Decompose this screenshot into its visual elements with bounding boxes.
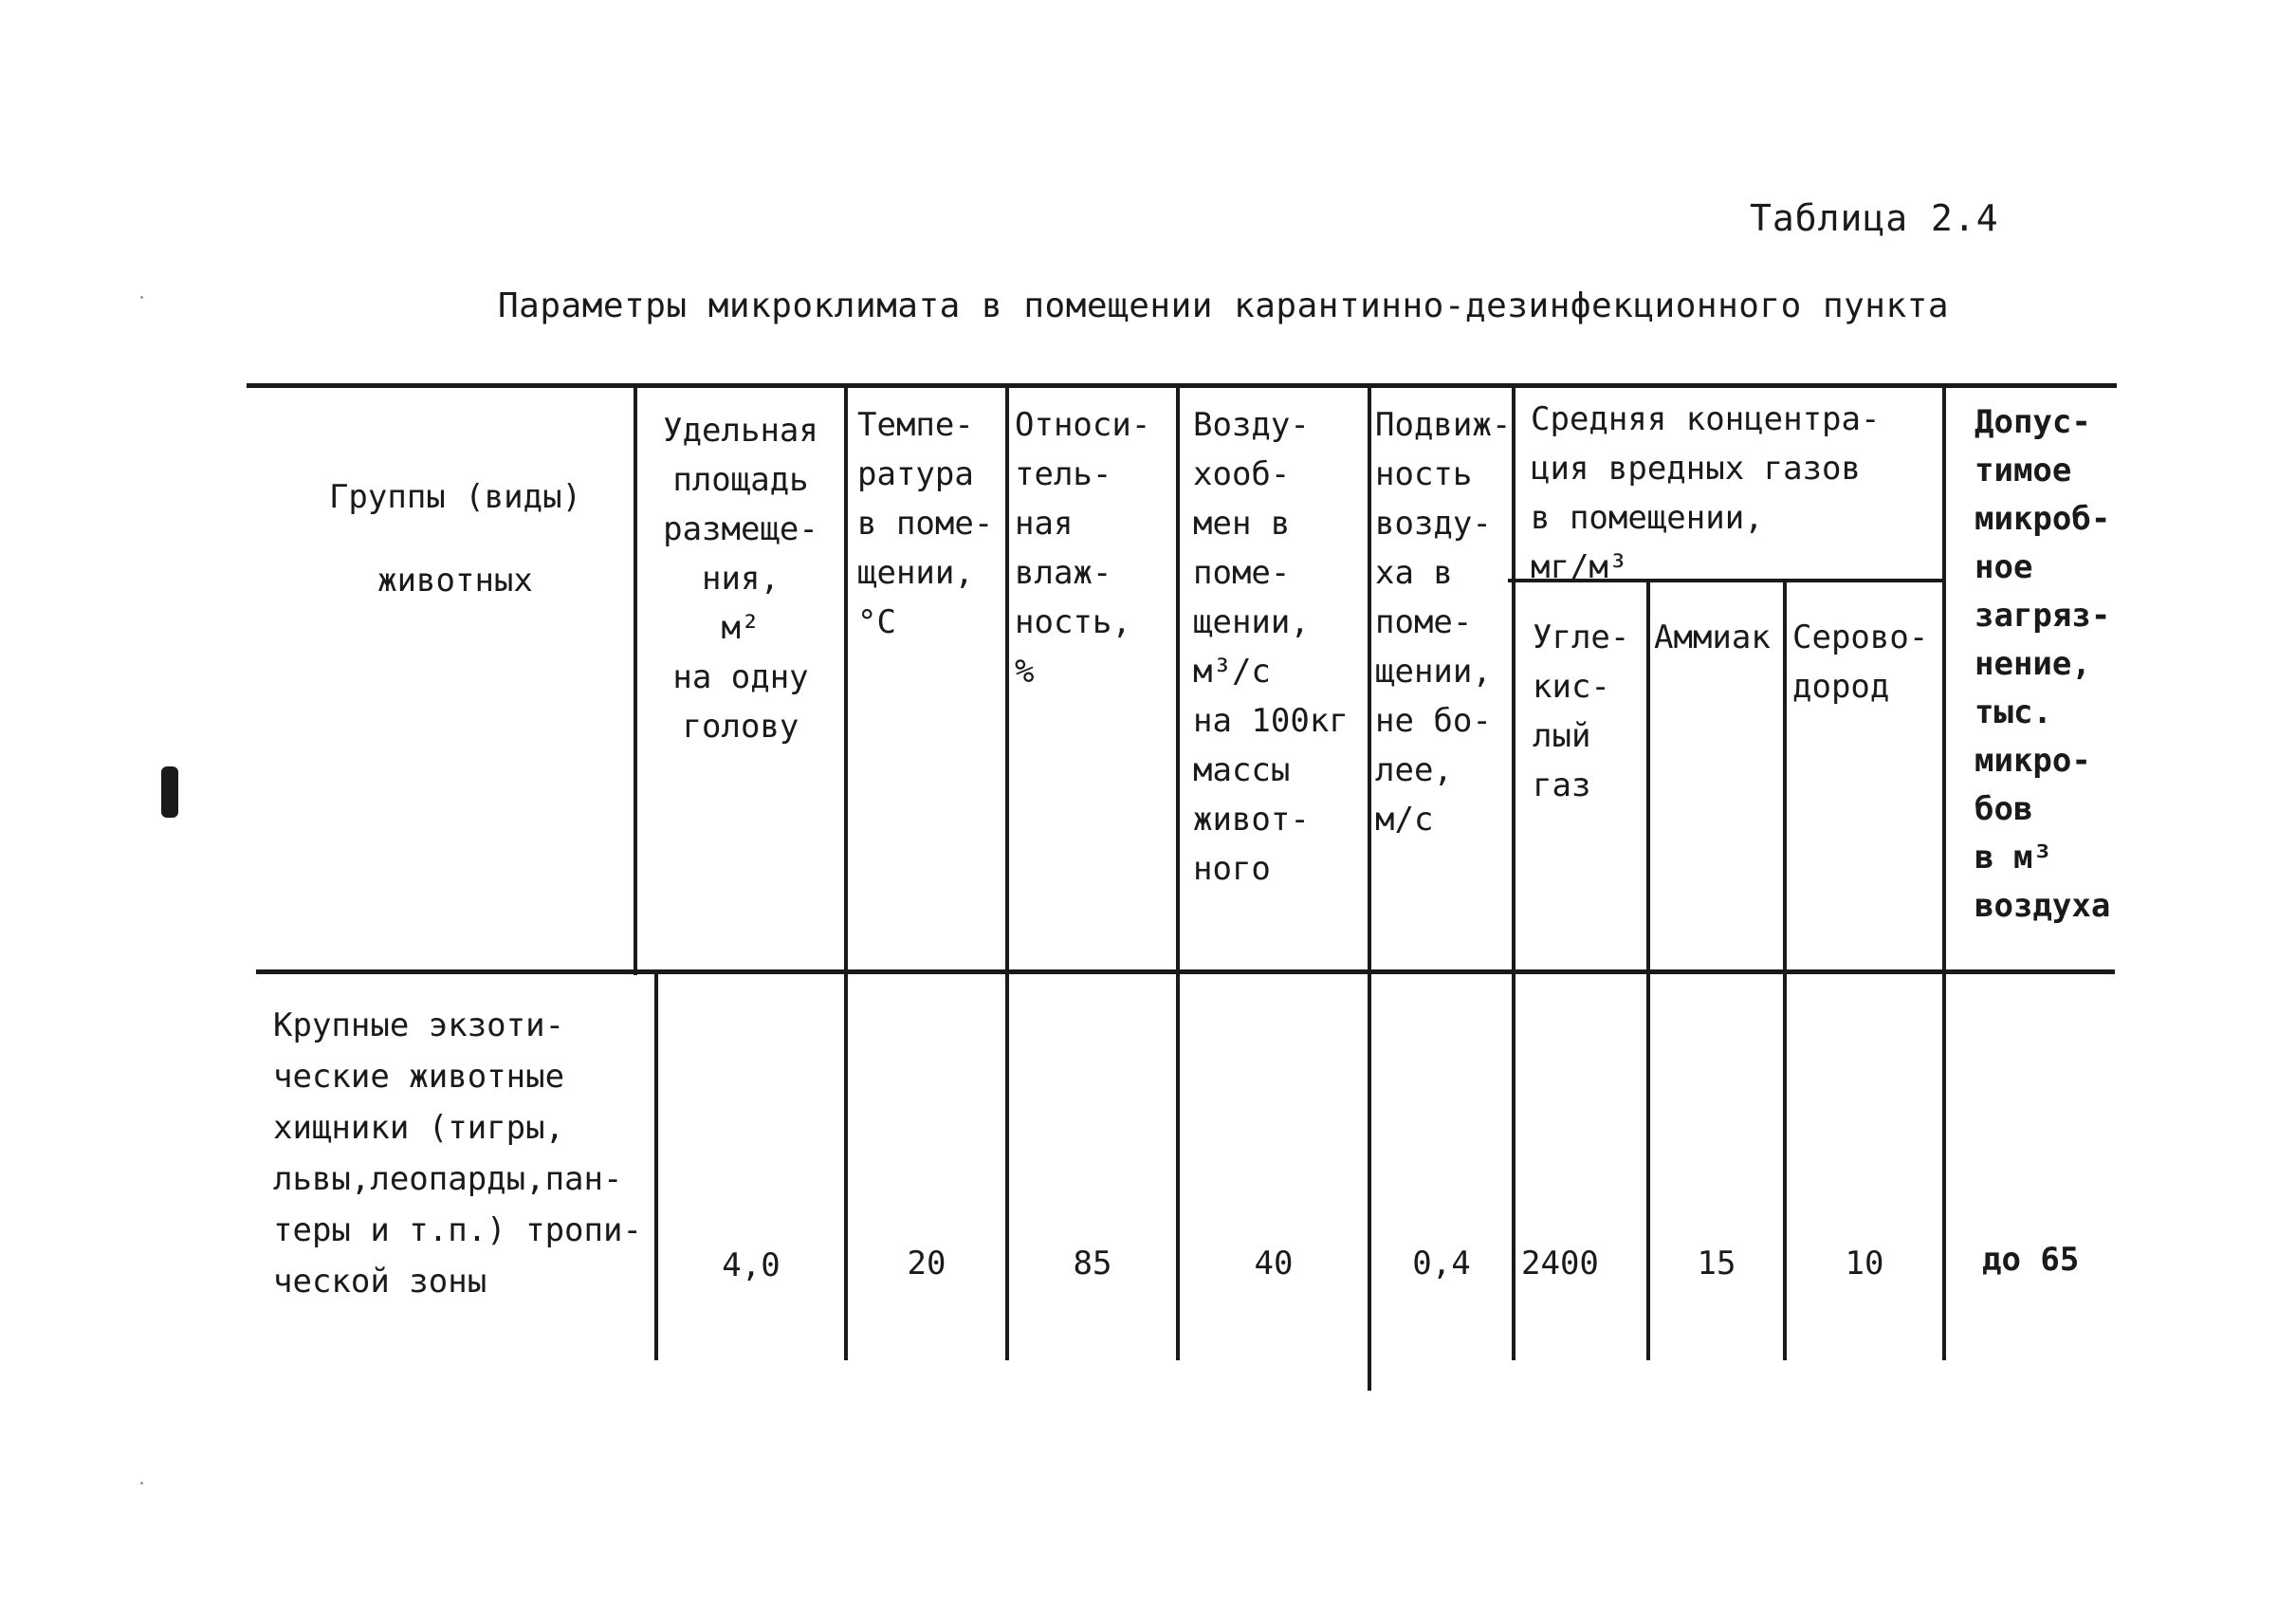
- header-co2: Угле- кис- лый газ: [1533, 618, 1630, 804]
- header-area: Удельная площадь размеще- ния, м² на одну голову: [663, 412, 818, 746]
- header-gas-concentration: Средняя концентра- ция вредных газов в помещении, мг/м³: [1531, 400, 1881, 586]
- header-group: Группы (виды) животных: [328, 478, 582, 600]
- row-microbes: до 65: [1982, 1241, 2080, 1279]
- row-group: Крупные экзоти- ческие животные хищники (тигры, львы,леопарды,пан- теры и т.п.) тропи- ческой зоны: [273, 1006, 642, 1301]
- table-top-rule: [247, 383, 2117, 388]
- column-divider: [844, 387, 848, 1360]
- header-air-velocity: Подвиж- ность возду- ха в поме- щении, не бо- лее, м/с: [1375, 406, 1512, 839]
- row-humidity: 85: [1073, 1245, 1112, 1283]
- header-air-exchange: Возду- хооб- мен в поме- щении, м³/с на 100кг массы живот- ного: [1193, 406, 1349, 888]
- table-title: Параметры микроклимата в помещении карантинно-дезинфекционного пункта: [498, 286, 1949, 325]
- row-co2: 2400: [1521, 1245, 1599, 1283]
- row-h2s: 10: [1845, 1245, 1884, 1283]
- scan-dust: [140, 1482, 143, 1485]
- column-divider: [1176, 387, 1180, 1360]
- header-h2s: Серово- дород: [1792, 618, 1929, 706]
- scan-mark: [161, 766, 178, 818]
- header-humidity: Относи- тель- ная влаж- ность, %: [1015, 406, 1151, 691]
- column-divider: [1942, 387, 1946, 1360]
- row-temperature: 20: [907, 1245, 946, 1283]
- row-air-exchange: 40: [1254, 1245, 1294, 1283]
- scan-dust: [140, 296, 143, 299]
- column-divider: [654, 973, 658, 1360]
- row-air-velocity: 0,4: [1412, 1245, 1471, 1283]
- header-temperature: Темпе- ратура в поме- щении, °C: [857, 406, 994, 641]
- table-number: Таблица 2.4: [1750, 197, 1999, 239]
- row-area: 4,0: [722, 1246, 781, 1284]
- header-ammonia: Аммиак: [1654, 618, 1771, 656]
- column-divider: [634, 387, 637, 975]
- row-ammonia: 15: [1697, 1245, 1736, 1283]
- header-body-divider: [256, 969, 2115, 974]
- header-microbes: Допус- тимое микроб- ное загряз- нение, тыс. микро- бов в м³ воздуха: [1975, 403, 2111, 925]
